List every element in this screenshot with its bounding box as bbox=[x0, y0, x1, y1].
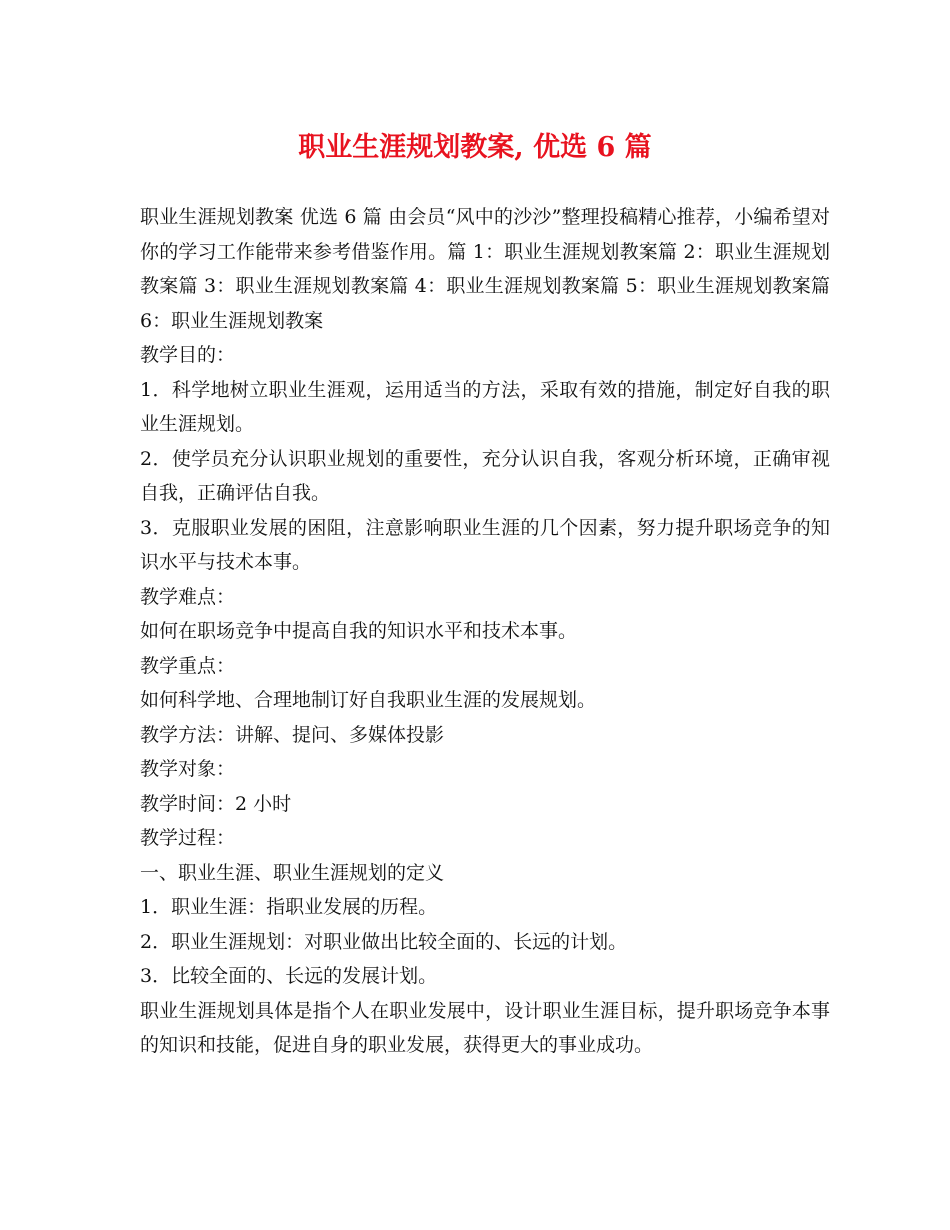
list-item: 1．科学地树立职业生涯观，运用适当的方法，采取有效的措施，制定好自我的职业生涯规划。 bbox=[140, 378, 830, 435]
paragraph: 教学时间：2 小时 bbox=[140, 792, 292, 815]
list-item: 1．职业生涯：指职业发展的历程。 bbox=[140, 896, 438, 918]
section-heading: 教学目的： bbox=[140, 344, 236, 366]
paragraph: 教学方法：讲解、提问、多媒体投影 bbox=[140, 723, 445, 746]
list-item: 3．比较全面的、长远的发展计划。 bbox=[140, 965, 438, 987]
paragraph: 职业生涯规划具体是指个人在职业发展中，设计职业生涯目标，提升职场竞争本事的知识和技能，促进自身的职业发展，获得更大的事业成功。 bbox=[140, 999, 830, 1056]
list-item: 3．克服职业发展的困阻，注意影响职业生涯的几个因素，努力提升职场竞争的知识水平与技术本事。 bbox=[140, 516, 830, 573]
paragraph: 如何科学地、合理地制订好自我职业生涯的发展规划。 bbox=[140, 689, 597, 711]
document-title: 职业生涯规划教案, 优选 6 篇 bbox=[298, 132, 652, 163]
section-heading: 教学过程： bbox=[140, 827, 236, 849]
intro-paragraph: 职业生涯规划教案 优选 6 篇 由会员“风中的沙沙”整理投稿精心推荐，小编希望对你的学习工作能带来参考借鉴作用。篇 1：职业生涯规划教案篇 2：职业生涯规划教案篇 3：职业生涯规划教案篇 4：职业生涯规划教案篇 5：职业生涯规划教案篇 6：职业生涯规划教案 bbox=[140, 206, 830, 332]
document-body bbox=[140, 200, 830, 1063]
section-heading: 教学难点： bbox=[140, 585, 236, 608]
section-heading: 教学对象： bbox=[140, 758, 236, 780]
section-heading: 一、职业生涯、职业生涯规划的定义 bbox=[140, 861, 445, 884]
section-heading: 教学重点： bbox=[140, 654, 236, 677]
list-item: 2．职业生涯规划：对职业做出比较全面的、长远的计划。 bbox=[140, 930, 628, 953]
paragraph: 如何在职场竞争中提高自我的知识水平和技术本事。 bbox=[140, 620, 578, 642]
list-item: 2．使学员充分认识职业规划的重要性，充分认识自我，客观分析环境，正确审视自我，正确评估自我。 bbox=[140, 447, 830, 504]
